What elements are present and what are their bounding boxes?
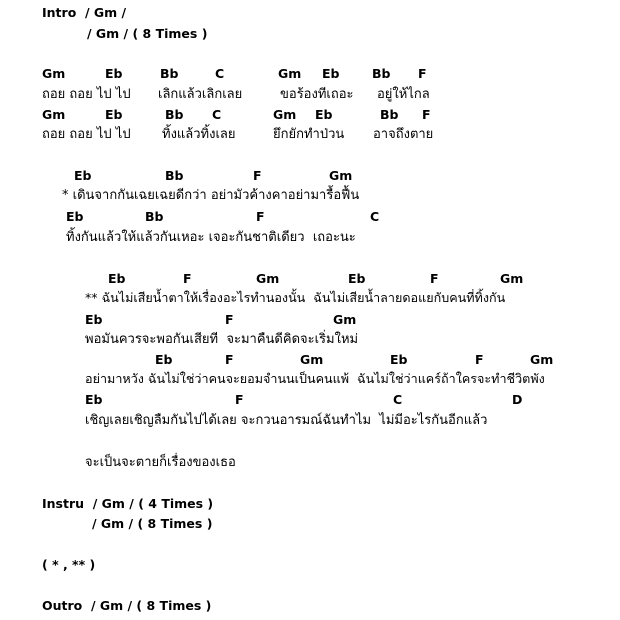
chord: Gm <box>42 66 66 81</box>
chord: Eb <box>322 66 340 81</box>
chord: Bb <box>165 168 184 183</box>
chord: F <box>418 66 427 81</box>
chord: C <box>215 66 225 81</box>
chorus-lyric-line-5: จะเป็นจะตายก็เรื่องของเธอ <box>85 455 236 470</box>
outro-line: Outro / Gm / ( 8 Times ) <box>42 598 212 613</box>
chord: Eb <box>390 352 408 367</box>
chord: Eb <box>85 392 103 407</box>
chord: Bb <box>372 66 391 81</box>
chord: F <box>183 271 192 286</box>
chord: Eb <box>348 271 366 286</box>
chord: Eb <box>315 107 333 122</box>
chord: F <box>225 352 234 367</box>
chord: Eb <box>74 168 92 183</box>
lyric: เลิกแล้วเลิกเลย <box>158 87 243 102</box>
chord: Gm <box>500 271 524 286</box>
chord: Bb <box>165 107 184 122</box>
chord: Gm <box>42 107 66 122</box>
chord: C <box>393 392 403 407</box>
intro-line: Intro / Gm / <box>42 5 127 20</box>
chord: Gm <box>300 352 324 367</box>
chord: F <box>422 107 431 122</box>
chord: F <box>256 209 265 224</box>
chord: Eb <box>105 66 123 81</box>
chord: D <box>512 392 523 407</box>
repeat-marker: ( * , ** ) <box>42 557 96 572</box>
chord: Gm <box>530 352 554 367</box>
lyric: ถอย ถอย ไป ไป <box>42 127 131 142</box>
instru-repeat-line: / Gm / ( 8 Times ) <box>92 516 213 531</box>
chorus-lyric-line-4: เชิญเลยเชิญลืมกันไปได้เลย จะกวนอารมณ์ฉันทำไม ไม่มีอะไรกันอีกแล้ว <box>85 413 488 428</box>
chord: F <box>253 168 262 183</box>
chord: Eb <box>108 271 126 286</box>
prechorus-lyric-line-1: * เดินจากกันเฉยเฉยดีกว่า อย่ามัวค้างคาอย่ามารื้อฟื้น <box>62 188 360 203</box>
instru-line: Instru / Gm / ( 4 Times ) <box>42 496 214 511</box>
chord: Gm <box>273 107 297 122</box>
chord: Gm <box>329 168 353 183</box>
chord: C <box>370 209 380 224</box>
chord: Gm <box>278 66 302 81</box>
chord: F <box>225 312 234 327</box>
lyric: ถอย ถอย ไป ไป <box>42 87 131 102</box>
chord: Bb <box>145 209 164 224</box>
chord: Gm <box>256 271 280 286</box>
chord: F <box>235 392 244 407</box>
lyric: ทิ้งแล้วทิ้งเลย <box>162 127 236 142</box>
chord: F <box>475 352 484 367</box>
intro-repeat-line: / Gm / ( 8 Times ) <box>87 26 208 41</box>
chorus-lyric-line-1: ** ฉันไม่เสียน้ำตาให้เรื่องอะไรทำนองนั้น ฉันไม่เสียน้ำลายดอแยกับคนที่ทิ้งกัน <box>85 290 506 305</box>
chord: Bb <box>380 107 399 122</box>
chorus-lyric-line-3: อย่ามาหวัง ฉันไม่ใช่ว่าคนจะยอมจำนนเป็นคนแพ้ ฉันไม่ใช่ว่าแคร์ถ้าใครจะทำชีวิตพัง <box>85 371 545 386</box>
lyric: ยึกยักทำป่วน <box>273 127 345 142</box>
lyric: ขอร้องทีเถอะ <box>280 87 354 102</box>
lyric: อาจถึงตาย <box>373 127 434 142</box>
chord: Gm <box>333 312 357 327</box>
chord: Eb <box>66 209 84 224</box>
chord: Eb <box>105 107 123 122</box>
chord: Eb <box>85 312 103 327</box>
chord: Eb <box>155 352 173 367</box>
chord: C <box>212 107 222 122</box>
chorus-lyric-line-2: พอมันควรจะพอกันเสียที จะมาคืนดีคิดจะเริ่มใหม่ <box>85 332 359 347</box>
prechorus-lyric-line-2: ทิ้งกันแล้วให้แล้วกันเหอะ เจอะกันชาติเดียว เถอะนะ <box>66 230 356 245</box>
chord: Bb <box>160 66 179 81</box>
chord: F <box>430 271 439 286</box>
lyric: อยู่ให้ไกล <box>377 87 430 102</box>
